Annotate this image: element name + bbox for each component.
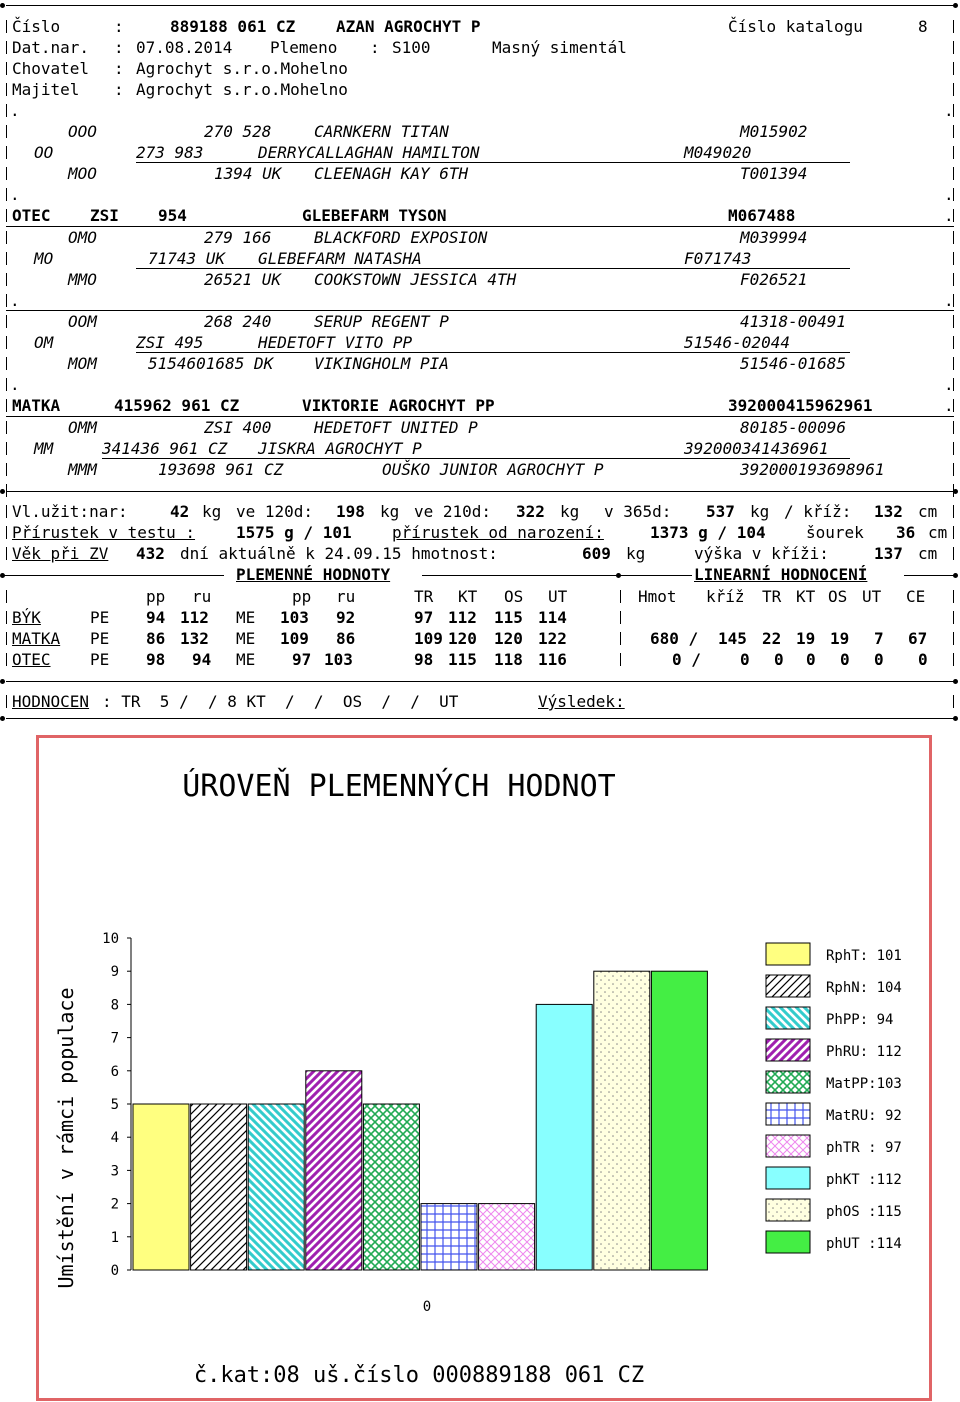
plemeno-value: S100	[392, 38, 431, 57]
majitel-label: Majitel	[12, 80, 80, 99]
bar-rphn	[191, 1104, 247, 1270]
chart-legend	[766, 943, 902, 1253]
legend-swatch	[766, 943, 810, 965]
y-tick-label: 0	[110, 1263, 119, 1279]
animal-name: AZAN AGROCHYT P	[336, 17, 481, 36]
chart-footer: č.kat:08 uš.číslo 000889188 061 CZ	[193, 1363, 645, 1388]
spacer-line: . .	[0, 184, 960, 205]
pedigree-row-moo: MOO 1394 UK CLEENAGH KAY 6TH T001394	[0, 163, 960, 184]
bar-phkt	[536, 1004, 592, 1270]
pedigree-row-omm: OMM ZSI 400 HEDETOFT UNITED P 80185-00096	[0, 417, 960, 438]
y-tick-label: 9	[110, 964, 119, 981]
chovatel-label: Chovatel	[12, 59, 90, 78]
bar-phtr	[479, 1204, 535, 1270]
values-row-otec: OTEC PE 98 94 ME 97 103 98 115 118 116 0 / 0 0 0 0 0 0	[0, 649, 960, 670]
top-border	[6, 5, 954, 6]
legend-swatch	[766, 1199, 810, 1221]
katalog-label: Číslo katalogu	[728, 17, 863, 36]
y-tick-label: 7	[110, 1030, 119, 1047]
legend-label: PhRU: 112	[826, 1044, 902, 1060]
spacer-line: . .	[0, 290, 960, 311]
values-row-matka: MATKA PE 86 132 ME 109 86 109 120 120 122 680 / 145 22 19 19 7 67	[0, 628, 960, 649]
header-line-cislo: Číslo : 889188 061 CZ AZAN AGROCHYT P Číslo katalogu 8	[0, 16, 960, 37]
spacer-line: . .	[0, 100, 960, 121]
y-tick-label: 5	[110, 1097, 119, 1113]
pedigree-row-om: OM ZSI 495 HEDETOFT VITO PP 51546-02044	[0, 332, 960, 353]
values-row-byk: BÝK PE 94 112 ME 103 92 97 112 115 114	[0, 607, 960, 628]
legend-swatch	[766, 1071, 810, 1093]
chart-axes	[102, 931, 131, 1279]
bar-phru	[306, 1071, 362, 1270]
chart-bars	[133, 971, 707, 1270]
datnar-label: Dat.nar.	[12, 38, 90, 57]
legend-label: phTR : 97	[826, 1140, 902, 1156]
linearni-title: LINEARNÍ HODNOCENÍ	[694, 565, 868, 584]
values-column-headers: pp ru pp ru TR KT OS UT Hmot kříž TR KT OS UT CE	[0, 586, 960, 607]
y-tick-label: 4	[110, 1130, 119, 1147]
breeding-values-chart	[36, 735, 932, 1401]
pedigree-row-mmm: MMM 193698 961 CZ OUŠKO JUNIOR AGROCHYT P 392000193698961	[0, 459, 960, 480]
corner-dot	[0, 3, 5, 8]
bar-phpp	[248, 1104, 304, 1270]
y-tick-label: 1	[110, 1229, 119, 1246]
legend-swatch	[766, 1135, 810, 1157]
chart-svg	[39, 738, 929, 1398]
hodnocen-line: HODNOCEN : TR 5 / / 8 KT / / OS / / UT Výsledek:	[0, 691, 960, 712]
spacer-line: . .	[0, 374, 960, 395]
katalog-value: 8	[918, 17, 928, 36]
majitel-value: Agrochyt s.r.o.Mohelno	[136, 80, 348, 99]
pedigree-row-otec: OTEC ZSI 954 GLEBEFARM TYSON M067488 .	[0, 205, 960, 226]
bar-phos	[594, 971, 650, 1270]
legend-label: phUT :114	[826, 1236, 902, 1252]
legend-label: phKT :112	[826, 1172, 902, 1188]
legend-swatch	[766, 1103, 810, 1125]
legend-swatch	[766, 1231, 810, 1253]
pedigree-row-mo: MO 71743 UK GLEBEFARM NATASHA F071743	[0, 248, 960, 269]
bar-matpp	[363, 1104, 419, 1270]
bar-rpht	[133, 1104, 189, 1270]
legend-label: RphT: 101	[826, 948, 902, 964]
header-line-majitel: Majitel : Agrochyt s.r.o.Mohelno	[0, 79, 960, 100]
vek-line: Věk při ZV 432 dní aktuálně k 24.09.15 hmotnost: 609 kg výška v kříži: 137 cm	[0, 543, 960, 564]
pedigree-row-oom: OOM 268 240 SERUP REGENT P 41318-00491	[0, 311, 960, 332]
pedigree-row-mmo: MMO 26521 UK COOKSTOWN JESSICA 4TH F026521	[0, 269, 960, 290]
chart-title: ÚROVEŇ PLEMENNÝCH HODNOT	[182, 769, 616, 804]
cislo-value: 889188 061 CZ	[170, 17, 296, 36]
pedigree-row-matka: MATKA 415962 961 CZ VIKTORIE AGROCHYT PP 392000415962961 .	[0, 395, 960, 416]
y-tick-label: 8	[110, 997, 119, 1014]
legend-label: MatPP:103	[826, 1076, 902, 1092]
prirustek-line: Přírustek v testu : 1575 g / 101 přírustek od narození: 1373 g / 104 šourek 36 cm	[0, 522, 960, 543]
y-tick-label: 2	[110, 1196, 119, 1213]
legend-swatch	[766, 1039, 810, 1061]
pedigree-row-mom: MOM 5154601685 DK VIKINGHOLM PIA 51546-01685	[0, 353, 960, 374]
legend-swatch	[766, 1167, 810, 1189]
chart-x-label: 0	[422, 1299, 432, 1315]
chart-y-label: Umístění v rámci populace	[54, 987, 78, 1289]
y-tick-label: 3	[110, 1163, 119, 1180]
legend-swatch	[766, 1007, 810, 1029]
pedigree-row-omo: OMO 279 166 BLACKFORD EXPOSION M039994	[0, 227, 960, 248]
legend-label: phOS :115	[826, 1204, 902, 1220]
header-line-datnar: Dat.nar. : 07.08.2014 Plemeno : S100 Masný simentál	[0, 37, 960, 58]
plemeno-label: Plemeno	[270, 38, 338, 57]
legend-label: MatRU: 92	[826, 1108, 902, 1124]
pedigree-row-ooo: OOO 270 528 CARNKERN TITAN M015902	[0, 121, 960, 142]
weights-line: Vl.užit:nar: 42 kg ve 120d: 198 kg ve 210d: 322 kg v 365d: 537 kg / kříž: 132 cm	[0, 501, 960, 522]
plemenne-title: PLEMENNÉ HODNOTY	[236, 565, 391, 584]
pedigree-row-oo: OO 273 983 DERRYCALLAGHAN HAMILTON M049020	[0, 142, 960, 163]
y-tick-label: 6	[110, 1063, 119, 1080]
breed-name: Masný simentál	[492, 38, 627, 57]
legend-label: RphN: 104	[826, 980, 902, 996]
chovatel-value: Agrochyt s.r.o.Mohelno	[136, 59, 348, 78]
y-tick-label: 10	[102, 931, 119, 947]
pedigree-row-mm: MM 341436 961 CZ JISKRA AGROCHYT P 392000341436961	[0, 438, 960, 459]
bar-phut	[651, 971, 707, 1270]
datnar-value: 07.08.2014	[136, 38, 233, 57]
cislo-label: Číslo	[12, 17, 61, 36]
bar-matru	[421, 1204, 477, 1270]
header-line-chovatel: Chovatel : Agrochyt s.r.o.Mohelno	[0, 58, 960, 79]
legend-swatch	[766, 975, 810, 997]
legend-label: PhPP: 94	[826, 1012, 894, 1028]
